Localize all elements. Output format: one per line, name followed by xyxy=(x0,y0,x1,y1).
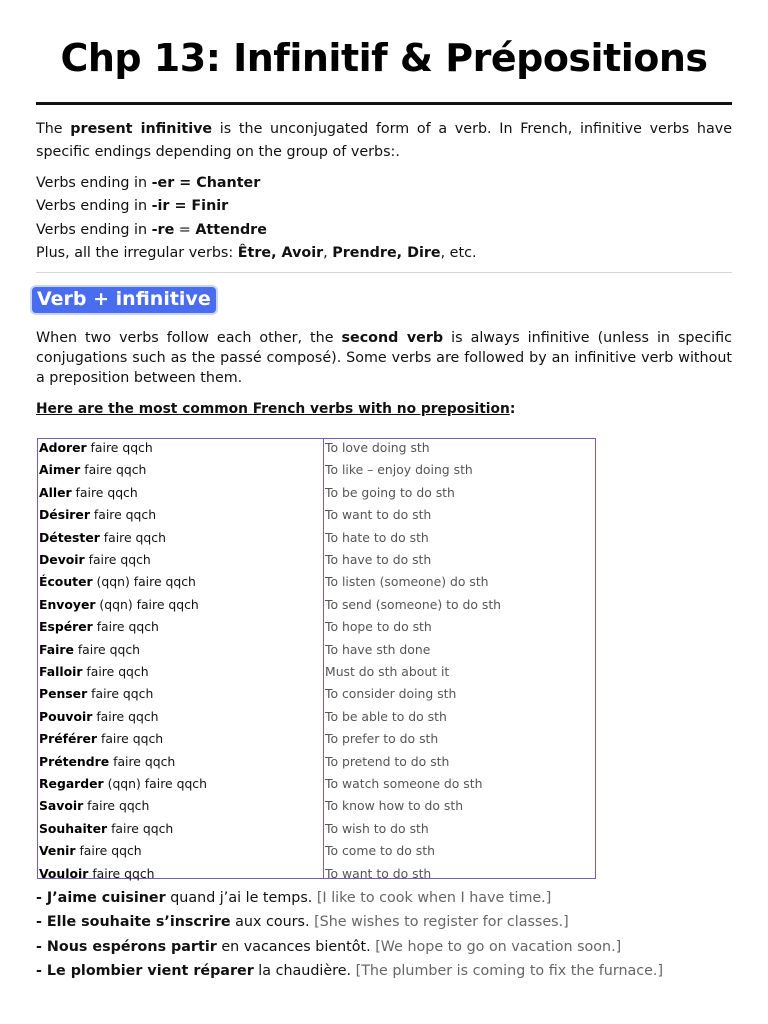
french-verb-cell: Aimer faire qqch xyxy=(39,462,147,478)
example-sentence: - Nous espérons partir en vacances bientôt. [We hope to go on vacation soon.] xyxy=(36,938,622,955)
table-row xyxy=(38,754,595,776)
french-verb-cell: Faire faire qqch xyxy=(39,641,140,657)
table-row xyxy=(38,709,595,731)
english-translation-cell: To come to do sth xyxy=(325,843,435,859)
section-divider xyxy=(36,272,732,273)
table-row xyxy=(38,821,595,843)
irregular-verbs-line: Plus, all the irregular verbs: Être, Avoir, Prendre, Dire, etc. xyxy=(36,244,477,261)
french-verb-cell: Penser faire qqch xyxy=(39,686,154,702)
section-heading: Verb + infinitive xyxy=(32,287,216,313)
table-row xyxy=(38,597,595,619)
french-verb-cell: Pouvoir faire qqch xyxy=(39,708,159,724)
table-row xyxy=(38,843,595,865)
table-row xyxy=(38,552,595,574)
english-translation-cell: To wish to do sth xyxy=(325,820,429,836)
verb-infinitive-paragraph: When two verbs follow each other, the second verb is always infinitive (unless in specific conjugations such as the passé composé). Some verbs are followed by an infinitive verb without a preposition between them. xyxy=(36,330,732,386)
title-divider xyxy=(36,102,732,105)
table-row xyxy=(38,530,595,552)
english-translation-cell: To be going to do sth xyxy=(325,484,455,500)
table-row xyxy=(38,507,595,529)
intro-paragraph xyxy=(36,118,732,164)
intro-text-1: The xyxy=(36,121,71,137)
french-verb-cell: Savoir faire qqch xyxy=(39,798,150,814)
french-verb-cell: Espérer faire qqch xyxy=(39,619,159,635)
ending-line-re: Verbs ending in -re = Attendre xyxy=(36,221,267,238)
french-verb-cell: Adorer faire qqch xyxy=(39,440,153,455)
ending-line-er: Verbs ending in -er = Chanter xyxy=(36,175,261,191)
english-translation-cell: To love doing sth xyxy=(325,440,430,455)
table-row xyxy=(38,619,595,641)
intro-text-2: is the unconjugated form of a verb. In French, infinitive verbs have specific endings depending on the group of verbs:. xyxy=(36,121,732,160)
ending-line-ir: Verbs ending in -ir = Finir xyxy=(36,198,229,215)
french-verb-cell: Aller faire qqch xyxy=(39,484,138,500)
example-sentence: - J’aime cuisiner quand j’ai le temps. [I like to cook when I have time.] xyxy=(36,890,552,906)
french-verb-cell: Prétendre faire qqch xyxy=(39,753,176,769)
english-translation-cell: To listen (someone) do sth xyxy=(325,574,489,590)
english-translation-cell: Must do sth about it xyxy=(325,664,450,679)
examples-list xyxy=(36,886,736,983)
french-verb-cell: Venir faire qqch xyxy=(39,843,142,859)
table-row xyxy=(38,440,595,462)
intro-bold-term: present infinitive xyxy=(70,121,213,137)
table-row xyxy=(38,798,595,820)
french-verb-cell: Désirer faire qqch xyxy=(39,507,157,523)
english-translation-cell: To want to do sth xyxy=(325,507,432,523)
english-translation-cell: To hate to do sth xyxy=(325,529,429,545)
french-verb-cell: Préférer faire qqch xyxy=(39,731,164,747)
table-row xyxy=(38,485,595,507)
english-translation-cell: To watch someone do sth xyxy=(325,776,483,791)
english-translation-cell: To have sth done xyxy=(325,641,431,657)
verb-endings-list xyxy=(36,172,732,265)
english-translation-cell: To hope to do sth xyxy=(325,619,432,635)
french-verb-cell: Souhaiter faire qqch xyxy=(39,820,174,836)
table-row xyxy=(38,731,595,753)
english-translation-cell: To prefer to do sth xyxy=(325,731,439,747)
french-verb-cell: Détester faire qqch xyxy=(39,529,166,545)
english-translation-cell: To send (someone) to do sth xyxy=(325,596,502,612)
example-sentence: - Le plombier vient réparer la chaudière. [The plumber is coming to fix the furnace.] xyxy=(36,962,664,979)
table-row xyxy=(38,866,595,888)
table-row xyxy=(38,686,595,708)
french-verb-cell: Regarder (qqn) faire qqch xyxy=(39,776,207,791)
example-sentence: - Elle souhaite s’inscrire aux cours. [She wishes to register for classes.] xyxy=(36,914,569,931)
verb-table xyxy=(37,438,596,879)
second-verb-term: second verb xyxy=(341,330,444,346)
table-row xyxy=(38,462,595,484)
french-verb-cell: Vouloir faire qqch xyxy=(39,865,155,881)
table-row xyxy=(38,664,595,686)
english-translation-cell: To want to do sth xyxy=(325,865,432,881)
english-translation-cell: To be able to do sth xyxy=(325,708,447,724)
french-verb-cell: Écouter (qqn) faire qqch xyxy=(39,574,196,590)
english-translation-cell: To know how to do sth xyxy=(325,798,464,814)
french-verb-cell: Falloir faire qqch xyxy=(39,664,149,679)
table-row xyxy=(38,574,595,596)
french-verb-cell: Devoir faire qqch xyxy=(39,552,151,567)
english-translation-cell: To pretend to do sth xyxy=(325,753,450,769)
table-row xyxy=(38,776,595,798)
english-translation-cell: To like – enjoy doing sth xyxy=(325,462,473,478)
page-title: Chp 13: Infinitif & Prépositions xyxy=(60,36,708,80)
table-row xyxy=(38,642,595,664)
french-verb-cell: Envoyer (qqn) faire qqch xyxy=(39,596,199,612)
table-heading: Here are the most common French verbs with no preposition: xyxy=(36,401,516,417)
english-translation-cell: To have to do sth xyxy=(325,552,432,567)
english-translation-cell: To consider doing sth xyxy=(325,686,457,702)
